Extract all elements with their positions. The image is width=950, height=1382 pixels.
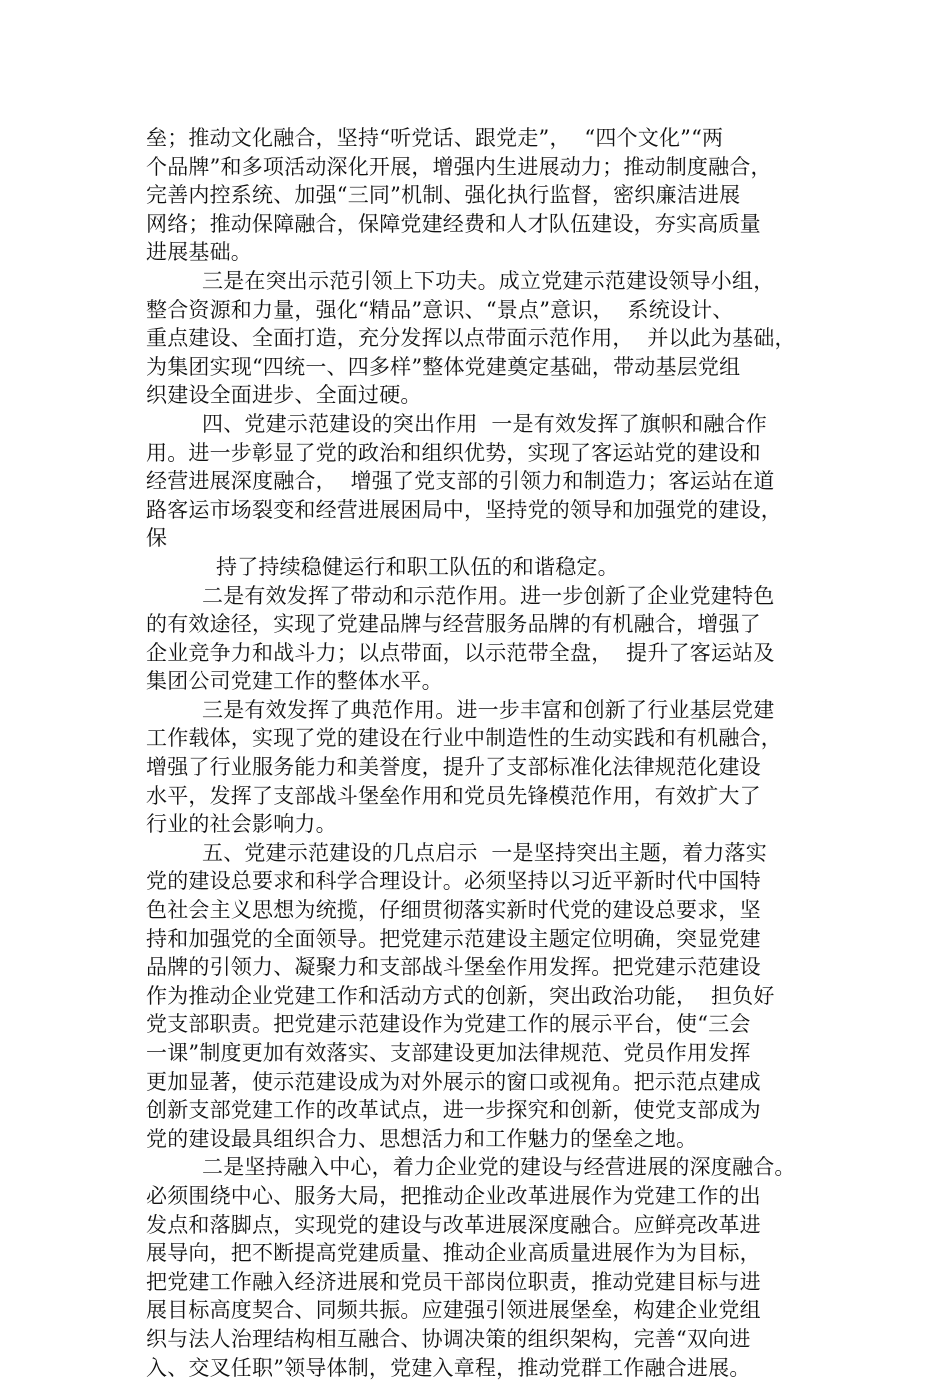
text-line: 进展基础。 [146,240,252,265]
text-line: 作为推动企业党建工作和活动方式的创新，突出政治功能， 担负好 [146,983,775,1008]
text-line: 整合资源和力量，强化“精品”意识、“景点”意识， 系统设计、 [146,297,734,322]
text-line: 展目标高度契合、同频共振。应建强引领进展堡垒，构建企业党组 [146,1298,761,1323]
text-line: 发点和落脚点，实现党的建设与改革进展深度融合。应鲜亮改革进 [146,1212,761,1237]
text-line: 一课”制度更加有效落实、支部建设更加法律规范、党员作用发挥 [146,1041,751,1065]
text-line: 把党建工作融入经济进展和党员干部岗位职责，推动党建目标与进 [146,1269,761,1294]
text-line: 持和加强党的全面领导。把党建示范建设主题定位明确，突显党建 [146,926,761,951]
text-line: 垒；推动文化融合，坚持“听党话、跟党走”， “四个文化”“两 [146,126,724,150]
text-line: 的有效途径，实现了党建品牌与经营服务品牌的有机融合，增强了 [146,612,761,637]
text-line: 二是坚持融入中心，着力企业党的建设与经营进展的深度融合。 [202,1155,796,1180]
text-line: 完善内控系统、加强“三同”机制、强化执行监督，密织廉洁进展 [146,183,741,208]
text-line: 织建设全面进步、全面过硬。 [146,383,422,408]
text-line: 党的建设总要求和科学合理设计。必须坚持以习近平新时代中国特 [146,869,761,894]
text-line: 党的建设最具组织合力、思想活力和工作魅力的堡垒之地。 [146,1126,698,1151]
text-line: 五、党建示范建设的几点启示 一是坚持突出主题，着力落实 [202,840,767,865]
text-line: 用。进一步彰显了党的政治和组织优势，实现了客运站党的建设和 [146,440,761,465]
text-line: 更加显著，使示范建设成为对外展示的窗口或视角。把示范点建成 [146,1069,761,1094]
text-line: 经营进展深度融合， 增强了党支部的引领力和制造力；客运站在道 [146,469,775,494]
document-body [146,124,826,1382]
text-line: 党支部职责。把党建示范建设作为党建工作的展示平台，使“三会 [146,1012,751,1037]
text-line: 增强了行业服务能力和美誉度，提升了支部标准化法律规范化建设 [146,755,761,780]
text-line: 重点建设、全面打造，充分发挥以点带面示范作用， 并以此为基础， [146,326,796,351]
text-line: 三是有效发挥了典范作用。进一步丰富和创新了行业基层党建 [202,697,775,722]
text-line: 工作载体，实现了党的建设在行业中制造性的生动实践和有机融合， [146,726,782,751]
text-line: 展导向，把不断提高党建质量、推动企业高质量进展作为为目标， [146,1241,761,1266]
text-line: 行业的社会影响力。 [146,812,337,837]
text-line: 持了持续稳健运行和职工队伍的和谐稳定。 [216,554,619,579]
text-line: 三是在突出示范引领上下功夫。成立党建示范建设领导小组， [202,268,775,293]
text-line: 入、交叉任职”领导体制，党建入章程，推动党群工作融合进展。 [146,1355,751,1380]
text-line: 创新支部党建工作的改革试点，进一步探究和创新，使党支部成为 [146,1098,761,1123]
text-line: 为集团实现“四统一、四多样”整体党建奠定基础，带动基层党组 [146,354,741,379]
text-line: 色社会主义思想为统揽，仔细贯彻落实新时代党的建设总要求，坚 [146,898,761,923]
text-line: 企业竞争力和战斗力；以点带面，以示范带全盘， 提升了客运站及 [146,640,775,665]
text-line: 网络；推动保障融合，保障党建经费和人才队伍建设，夯实高质量 [146,211,761,236]
text-line: 个品牌”和多项活动深化开展，增强内生进展动力；推动制度融合， [146,154,772,179]
text-line: 保 [146,526,168,551]
text-line: 品牌的引领力、凝聚力和支部战斗堡垒作用发挥。把党建示范建设 [146,955,761,980]
text-line: 路客运市场裂变和经营进展困局中，坚持党的领导和加强党的建设， [146,497,782,522]
text-line: 必须围绕中心、服务大局，把推动企业改革进展作为党建工作的出 [146,1183,761,1208]
text-line: 织与法人治理结构相互融合、协调决策的组织架构，完善“双向进 [146,1326,751,1351]
text-line: 集团公司党建工作的整体水平。 [146,669,443,694]
text-line: 水平，发挥了支部战斗堡垒作用和党员先锋模范作用，有效扩大了 [146,783,761,808]
text-line: 二是有效发挥了带动和示范作用。进一步创新了企业党建特色 [202,583,775,608]
text-line: 四、党建示范建设的突出作用 一是有效发挥了旗帜和融合作 [202,411,767,436]
